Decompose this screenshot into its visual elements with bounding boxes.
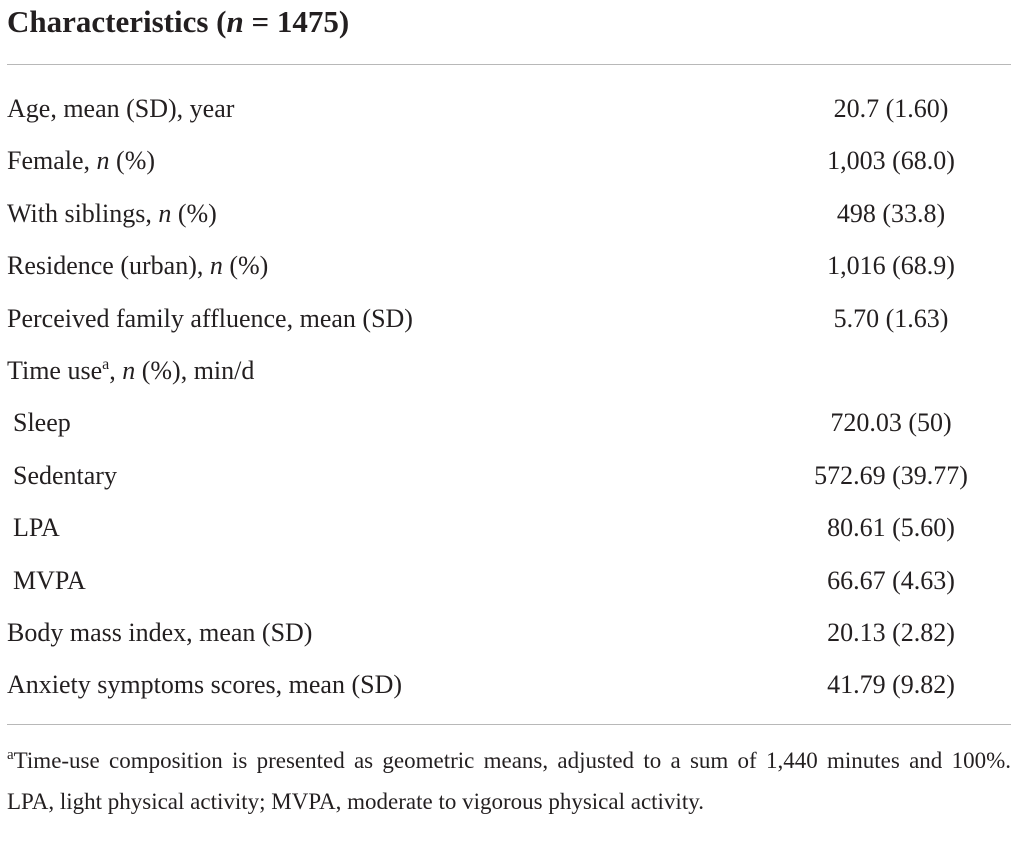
row-value: 20.13 (2.82) <box>827 617 955 647</box>
table-row <box>7 188 1011 240</box>
table-row-time-use <box>7 345 1011 397</box>
row-value: 80.61 (5.60) <box>827 513 955 543</box>
table-header-title <box>7 2 349 42</box>
table-row <box>7 240 1011 292</box>
row-label: Time use$^a$, n (%), min/d <box>7 355 255 385</box>
row-label: Perceived family affluence, mean (SD) <box>7 303 413 333</box>
row-value: 5.70 (1.63) <box>833 303 949 333</box>
table-row <box>7 135 1011 187</box>
row-value: 1,016 (68.9) <box>827 251 955 281</box>
table-row-sub <box>7 502 1011 554</box>
row-value: 41.79 (9.82) <box>827 670 955 700</box>
footnote-marker: a <box>7 747 14 763</box>
footnote-marker: a <box>102 355 110 373</box>
table-footnote <box>7 742 1011 820</box>
row-label: Body mass index, mean (SD) <box>7 617 313 647</box>
row-label: Female, n (%) <box>7 146 156 176</box>
row-value: 66.67 (4.63) <box>827 565 955 595</box>
table-row <box>7 293 1011 345</box>
table-row <box>7 83 1011 135</box>
table-row <box>7 659 1011 711</box>
table-body <box>7 83 1011 712</box>
row-value: 572.69 (39.77) <box>814 460 968 490</box>
row-label: Sedentary <box>13 460 117 490</box>
row-label: LPA <box>13 513 60 543</box>
row-value: 20.7 (1.60) <box>833 94 949 123</box>
header-title-suffix: = 1475) <box>243 4 350 39</box>
table-row-sub <box>7 450 1011 502</box>
row-value: 498 (33.8) <box>836 198 946 228</box>
table-row <box>7 607 1011 659</box>
row-value: 1,003 (68.0) <box>827 146 955 176</box>
header-title-n: n <box>226 4 244 39</box>
row-label: Age, mean (SD), year <box>7 94 235 123</box>
table-row-sub <box>7 555 1011 607</box>
bottom-rule <box>7 724 1011 725</box>
footnote-text: Time-use composition is presented as geometric means, adjusted to a sum of 1,440 minutes and 100%. LPA, light physical activity; MVPA, moderate to vigorous physical activity. <box>7 748 1011 814</box>
row-label: Residence (urban), n (%) <box>7 251 269 281</box>
top-rule <box>7 64 1011 65</box>
header-title-prefix: Characteristics ( <box>7 4 227 39</box>
row-label: MVPA <box>13 565 86 595</box>
table-row-sub <box>7 397 1011 449</box>
row-label: Sleep <box>13 408 71 438</box>
row-label: Anxiety symptoms scores, mean (SD) <box>7 670 403 700</box>
row-value: 720.03 (50) <box>830 408 952 438</box>
row-label: With siblings, n (%) <box>7 198 217 228</box>
